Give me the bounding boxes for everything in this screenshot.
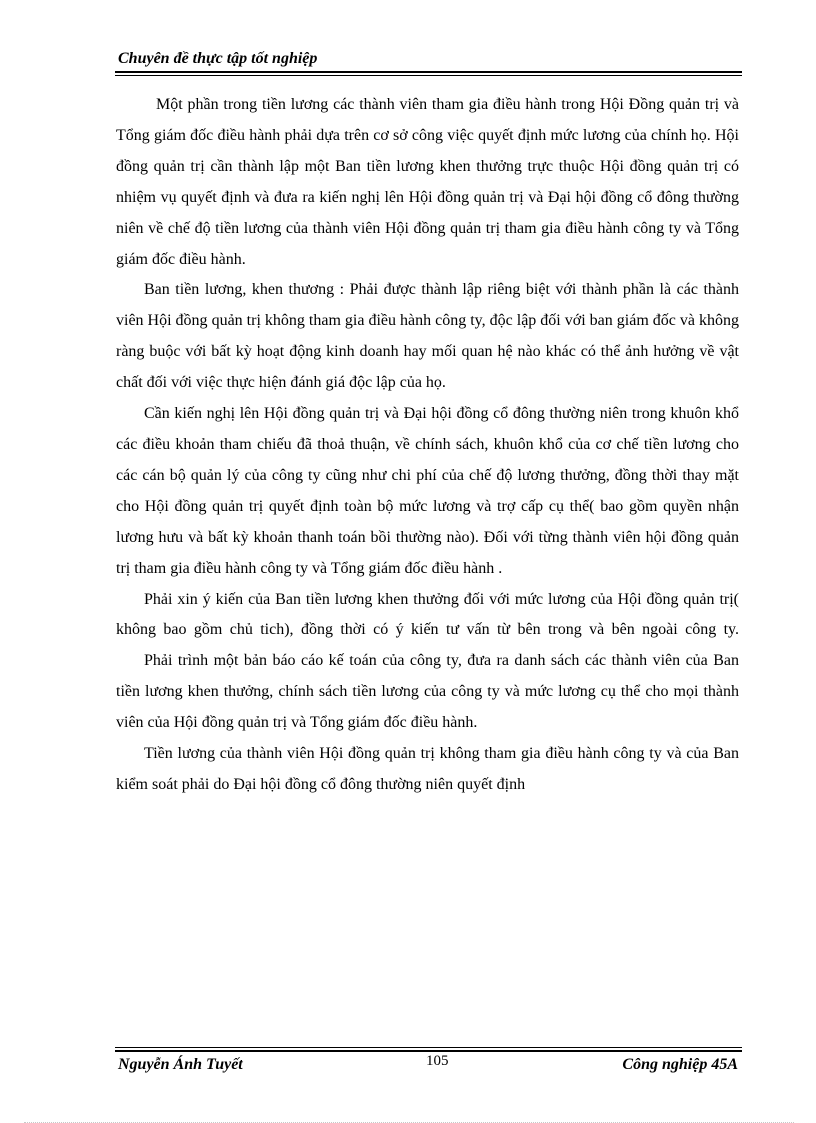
paragraph-5: Phải trình một bản báo cáo kế toán của công ty, đưa ra danh sách các thành viên của Ban tiền lương khen thưởng, chính sách tiền lương của công ty và mức lương cụ thể cho mọi thành viên của Hội đồng quản trị và Tổng giám đốc điều hành. xyxy=(116,652,739,732)
page-number: 105 xyxy=(426,1053,449,1069)
paragraph-6: Tiền lương của thành viên Hội đồng quản trị không tham gia điều hành công ty và của Ban kiểm soát phải do Đại hội đồng cổ đông thường niên quyết định xyxy=(116,745,739,793)
paragraph-4: Phải xin ý kiến của Ban tiền lương khen thưởng đối với mức lương của Hội đồng quản trị( không bao gồm chủ tich), đồng thời có ý kiến tư vấn từ bên trong và bên ngoài công ty. xyxy=(116,590,739,639)
body-text xyxy=(116,90,739,801)
paragraph-2: Ban tiền lương, khen thương : Phải được thành lập riêng biệt với thành phần là các thành viên Hội đồng quản trị không tham gia điều hành công ty, độc lập đối với ban giám đốc và không ràng buộc với bất kỳ hoạt động kinh doanh hay mối quan hệ nào khác có thể ảnh hưởng về vật chất đối với việc thực hiện đánh giá độc lập của họ. xyxy=(116,281,739,392)
header-title: Chuyên đề thực tập tốt nghiệp xyxy=(118,50,318,67)
footer-rule-thin xyxy=(115,1047,742,1048)
footer-author: Nguyễn Ánh Tuyết xyxy=(118,1056,243,1073)
paragraph-3: Cần kiến nghị lên Hội đồng quản trị và Đại hội đồng cổ đông thường niên trong khuôn khổ các điều khoản tham chiếu đã thoả thuận, về chính sách, khuôn khổ của cơ chế tiền lương cho các cán bộ quản lý của công ty cũng như chi phí của chế độ lương thưởng, đồng thời thay mặt cho Hội đồng quản trị quyết định toàn bộ mức lương và trợ cấp cụ thể( bao gồm quyền nhận lương hưu và bất kỳ khoản thanh toán bồi thường nào). Đối với từng thành viên hội đồng quản trị tham gia điều hành công ty và Tổng giám đốc điều hành . xyxy=(116,405,739,577)
paragraph-1: Một phần trong tiền lương các thành viên tham gia điều hành trong Hội Đồng quản trị và Tổng giám đốc điều hành phải dựa trên cơ sở công việc quyết định mức lương của chính họ. Hội đồng quản trị cần thành lập một Ban tiền lương khen thưởng trực thuộc Hội đồng quản trị có nhiệm vụ quyết định và đưa ra kiến nghị lên Hội đồng quản trị và Đại hội đồng cổ đông thường niên về chế độ tiền lương của thành viên Hội đồng quản trị tham gia điều hành công ty và Tổng giám đốc điều hành. xyxy=(116,96,739,268)
header-rule-thick xyxy=(115,71,742,73)
footer-class: Công nghiệp 45A xyxy=(622,1056,738,1073)
footer-rule-thick xyxy=(115,1050,742,1052)
header-rule-thin xyxy=(115,75,742,76)
